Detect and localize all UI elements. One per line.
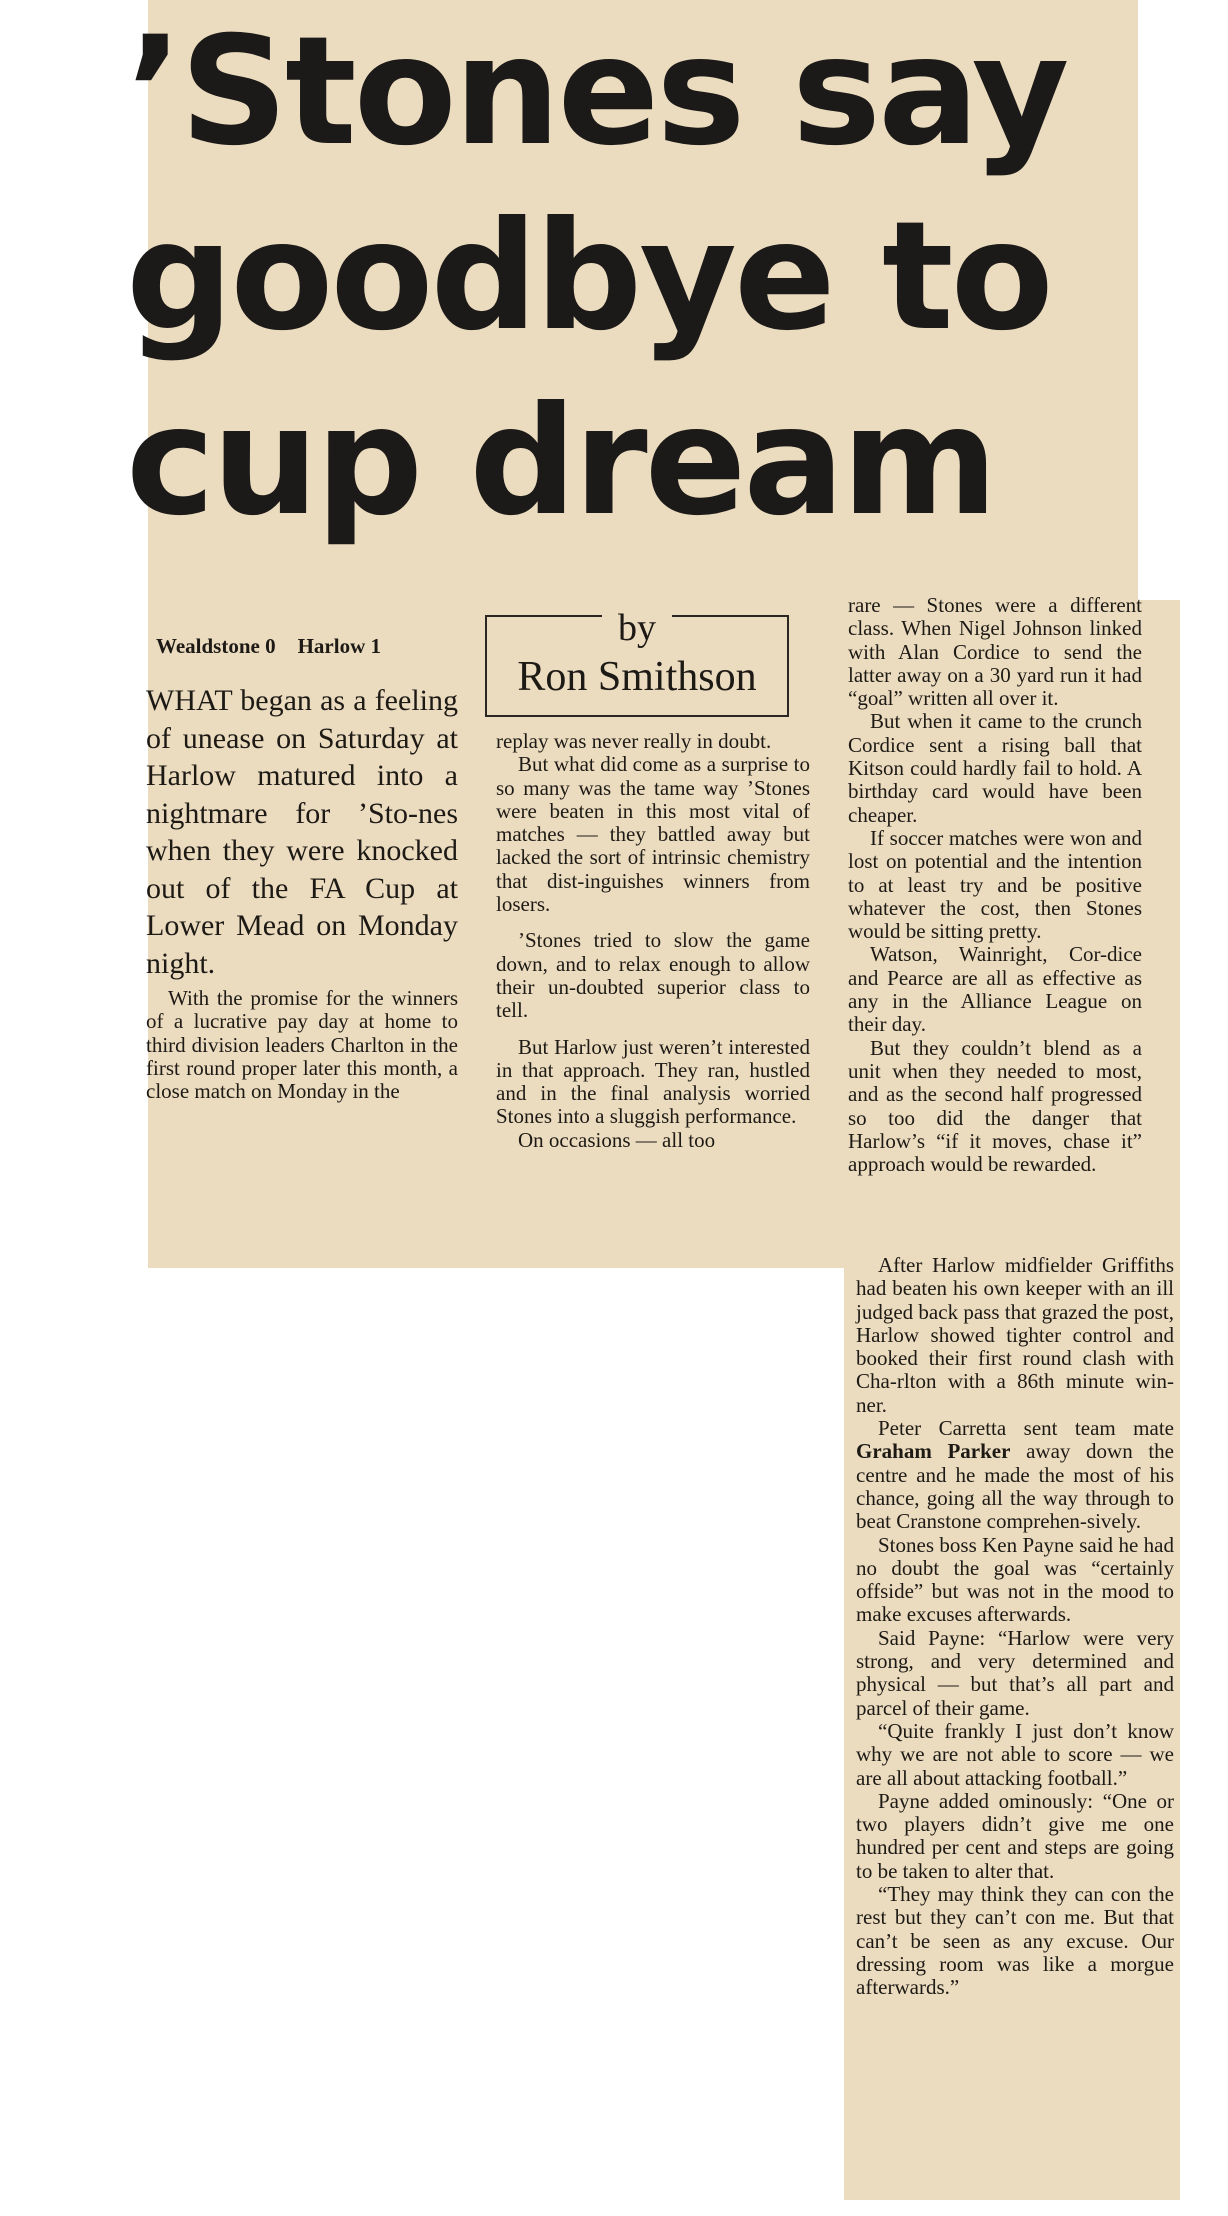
text-span: away down the centre and he made the most of his chance, going all the way through to beat Cranstone comprehen-sively.: [856, 1439, 1174, 1534]
article-paragraph: Payne added ominously: “One or two players didn’t give me one hundred per cent and steps are going to be taken to alter that.: [856, 1788, 1174, 1883]
match-score: [156, 634, 381, 659]
article-paragraph: If soccer matches were won and lost on potential and the intention to at least try and be positive whatever the cost, then Stones would be sitting pretty.: [848, 825, 1142, 944]
article-column-1: [146, 682, 458, 1103]
article-paragraph: But when it came to the crunch Cordice sent a rising ball that Kitson could hardly fail to hold. A birthday card would have been cheaper.: [848, 709, 1142, 827]
article-column-3-continued: [856, 1254, 1174, 2000]
article-paragraph: On occasions — all too: [518, 1127, 716, 1152]
article-paragraph: replay was never really in doubt.: [496, 729, 772, 753]
text-span: Peter Carretta sent team mate: [878, 1416, 1174, 1441]
article-column-3: [848, 594, 1142, 1176]
player-name-bold: Graham Parker: [856, 1439, 1011, 1464]
headline: [126, 0, 1136, 555]
article-paragraph: Watson, Wainright, Cor-dice and Pearce are all as effective as any in the Alliance League on their day.: [848, 942, 1142, 1037]
article-paragraph-parker: [856, 1417, 1174, 1533]
article-paragraph: ’Stones tried to slow the game down, and to relax enough to allow their un-doubted superior class to tell.: [496, 928, 810, 1023]
headline-line-3: cup dream: [126, 375, 995, 549]
article-paragraph: With the promise for the winners of a lucrative pay day at home to third division leaders Charlton in the first round proper later this month, a close match on Monday in the: [146, 986, 458, 1104]
byline-author: Ron Smithson: [517, 654, 757, 700]
article-paragraph: But what did come as a surprise to so many was the tame way ’Stones were beaten in this most vital of matches — they battled away but lacked the sort of intrinsic chemistry that dist-inguishes winners from losers.: [496, 752, 810, 917]
byline-box: [485, 607, 789, 717]
score-home: Wealdstone 0: [156, 634, 276, 658]
article-paragraph: “They may think they can con the rest but they can’t con me. But that can’t be seen as any excuse. Our dressing room was like a morgue afterwards.”: [856, 1882, 1174, 2000]
headline-line-2: goodbye to: [126, 190, 1051, 364]
score-away: Harlow 1: [297, 634, 381, 658]
article-lead-paragraph: WHAT began as a feeling of unease on Saturday at Harlow matured into a nightmare for ’Sto-nes when they were knocked out of the FA Cup at Lower Mead on Monday night.: [146, 684, 458, 980]
article-paragraph: But they couldn’t blend as a unit when they needed to most, and as the second half progressed so too did the danger that Harlow’s “if it moves, chase it” approach would be rewarded.: [848, 1035, 1142, 1177]
article-paragraph: Said Payne: “Harlow were very strong, and very determined and physical — but that’s all part and parcel of their game.: [856, 1625, 1174, 1720]
article-paragraph: “Quite frankly I just don’t know why we are not able to score — we are all about attacking football.”: [856, 1718, 1174, 1790]
article-column-2: [496, 730, 810, 1152]
headline-line-1: ’Stones say: [126, 5, 1067, 179]
byline-by: by: [602, 609, 672, 647]
article-paragraph: Stones boss Ken Payne said he had no doubt the goal was “certainly offside” but was not in the mood to make excuses afterwards.: [856, 1532, 1174, 1627]
article-paragraph: rare — Stones were a different class. When Nigel Johnson linked with Alan Cordice to send the latter away on a 30 yard run it had “goal” written all over it.: [848, 593, 1142, 711]
article-paragraph: After Harlow midfielder Griffiths had beaten his own keeper with an ill judged back pass that grazed the post, Harlow showed tighter control and booked their first round clash with Cha-rlton with a 86th minute win-ner.: [856, 1253, 1174, 1417]
article-paragraph: But Harlow just weren’t interested in that approach. They ran, hustled and in the final analysis worried Stones into a sluggish performance.: [496, 1034, 810, 1129]
